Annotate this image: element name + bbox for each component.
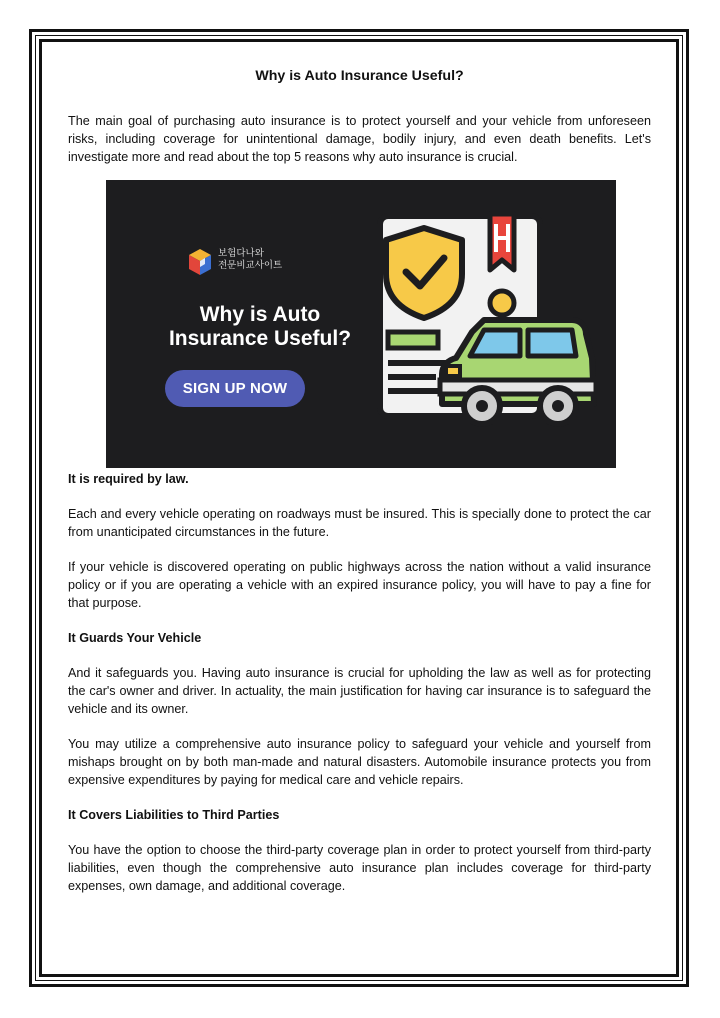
section-liabilities-paragraph-1: You have the option to choose the third-party coverage plan in order to protect yourself from third-party liabilities, even though the comprehensive auto insurance plan includes coverage for third-party expenses, own damage, and additional coverage. [68, 843, 651, 893]
section-heading-liabilities: It Covers Liabilities to Third Parties [68, 808, 280, 822]
document-title: Why is Auto Insurance Useful? [255, 68, 464, 84]
section-law-paragraph-1: Each and every vehicle operating on roadways must be insured. This is specially done to protect the car from unanticipated circumstances in the future. [68, 507, 651, 539]
section-heading-law: It is required by law. [68, 472, 189, 486]
sign-up-button[interactable]: SIGN UP NOW [165, 370, 305, 407]
section-heading-guards: It Guards Your Vehicle [68, 631, 202, 645]
brand-logo-text: 보험다나와 전문비교사이트 [218, 248, 283, 271]
insurance-document-car-icon [372, 208, 612, 448]
promo-banner[interactable] [106, 180, 616, 468]
banner-headline: Why is Auto Insurance Useful? [168, 303, 352, 350]
intro-paragraph: The main goal of purchasing auto insurance is to protect yourself and your vehicle from unforeseen risks, including coverage for unintentional damage, bodily injury, and even death benefits. Let's investigate more and read about the top 5 reasons why auto insurance is crucial. [68, 114, 651, 164]
section-guards-paragraph-1: And it safeguards you. Having auto insurance is crucial for upholding the law as well as for protecting the car's owner and driver. In actuality, the main justification for having car insurance is to safeguard the vehicle and its owner. [68, 666, 651, 716]
section-law-paragraph-2: If your vehicle is discovered operating on public highways across the nation without a valid insurance policy or if you are operating a vehicle with an expired insurance policy, you will have to pay a fine for that purpose. [68, 560, 651, 610]
section-guards-paragraph-2: You may utilize a comprehensive auto insurance policy to safeguard your vehicle and yourself from mishaps brought on by both man-made and natural disasters. Automobile insurance protects you from expensive expenditures by paying for medical care and vehicle repairs. [68, 737, 651, 787]
